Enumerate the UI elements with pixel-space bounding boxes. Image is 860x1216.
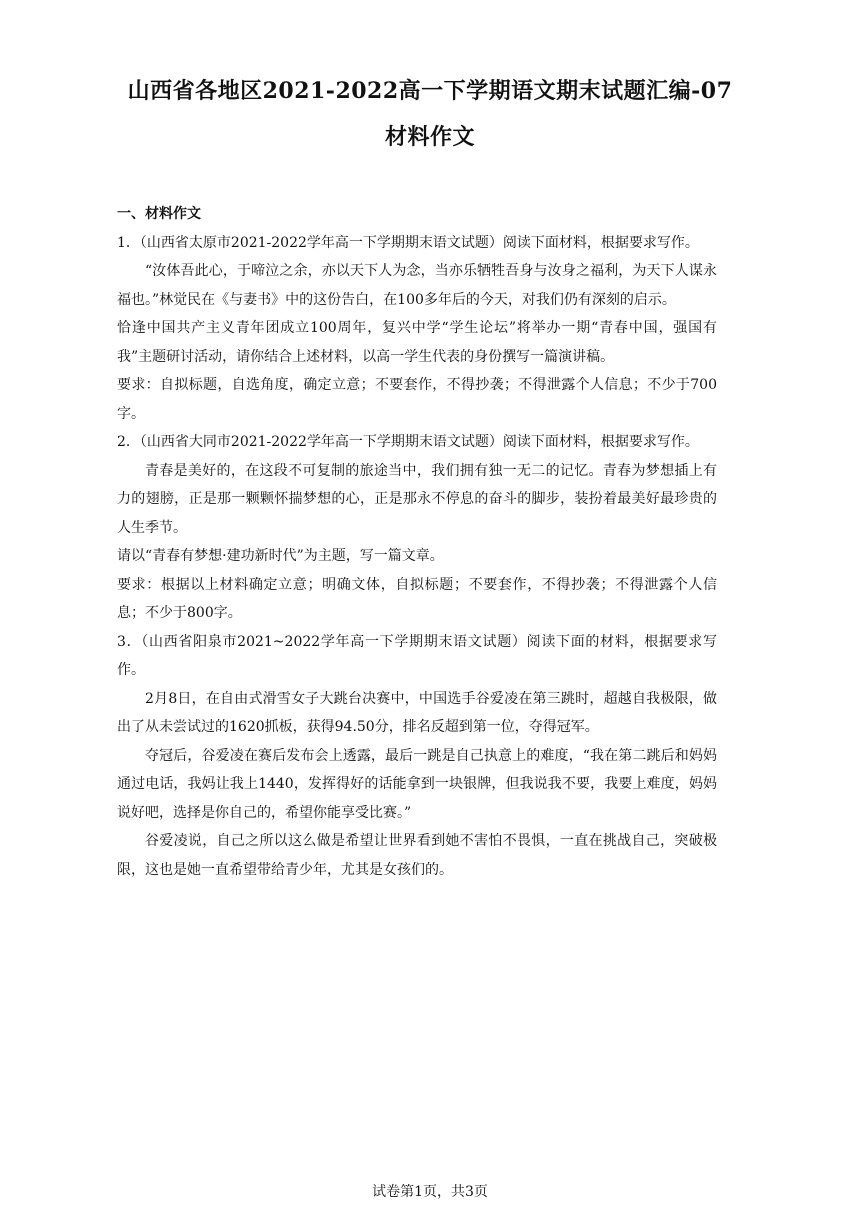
question-3-intro: 3．（山西省阳泉市2021~2022学年高一下学期期末语文试题）阅读下面的材料，根据要求写作。 <box>117 633 717 678</box>
content-body <box>117 200 717 884</box>
question-1-intro: 1．（山西省太原市2021-2022学年高一下学期期末语文试题）阅读下面材料，根据要求写作。 <box>117 234 699 251</box>
page-title-line1: 山西省各地区2021-2022高一下学期语文期末试题汇编-07 <box>127 78 733 104</box>
question-1-material: “汝体吾此心，于啼泣之余，亦以天下人为念，当亦乐牺牲吾身与汝身之福利，为天下人谋永福也。”林觉民在《与妻书》中的这份告白，在100多年后的今天，对我们仍有深刻的启示。 <box>117 263 717 308</box>
page-title-line2: 材料作文 <box>384 124 475 150</box>
question-2-task: 请以“青春有梦想·建功新时代”为主题，写一篇文章。 <box>117 548 444 564</box>
question-1-task: 恰逢中国共产主义青年团成立100周年，复兴中学“学生论坛”将举办一期“青春中国，强国有我”主题研讨活动，请你结合上述材料，以高一学生代表的身份撰写一篇演讲稿。 <box>117 320 717 365</box>
question-2-intro: 2．（山西省大同市2021-2022学年高一下学期期末语文试题）阅读下面材料，根据要求写作。 <box>117 434 699 450</box>
question-3-material-3: 谷爱凌说，自己之所以这么做是希望让世界看到她不害怕不畏惧，一直在挑战自己，突破极限，这也是她一直希望带给青少年，尤其是女孩们的。 <box>117 833 717 878</box>
question-1-requirements: 要求：自拟标题，自选角度，确定立意；不要套作，不得抄袭；不得泄露个人信息；不少于700字。 <box>117 377 717 422</box>
section-heading: 一、材料作文 <box>117 206 201 222</box>
question-3-material-1: 2月8日，在自由式滑雪女子大跳台决赛中，中国选手谷爱凌在第三跳时，超越自我极限，做出了从未尝试过的1620抓板，获得94.50分，排名反超到第一位，夺得冠军。 <box>117 690 717 735</box>
question-2-material: 青春是美好的，在这段不可复制的旅途当中，我们拥有独一无二的记忆。青春为梦想插上有力的翅膀，正是那一颗颗怀揣梦想的心，正是那永不停息的奋斗的脚步，装扮着最美好最珍贵的人生季节。 <box>117 462 717 536</box>
question-3-material-2: 夺冠后，谷爱凌在赛后发布会上透露，最后一跳是自己执意上的难度，“我在第二跳后和妈妈通过电话，我妈让我上1440，发挥得好的话能拿到一块银牌，但我说我不要，我要上难度，妈妈说好吧，选择是你自己的，希望你能享受比赛。” <box>117 747 717 821</box>
question-2-requirements: 要求：根据以上材料确定立意；明确文体，自拟标题；不要套作，不得抄袭；不得泄露个人信息；不少于800字。 <box>117 576 717 621</box>
page-footer: 试卷第1页，共3页 <box>372 1184 488 1200</box>
